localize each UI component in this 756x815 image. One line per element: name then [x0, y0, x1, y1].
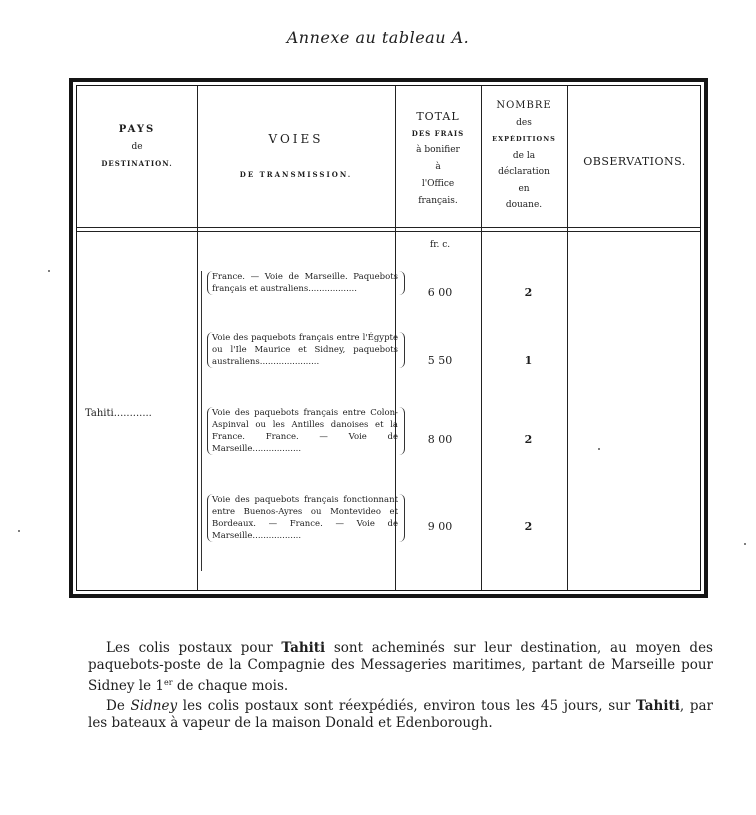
fee-row-3: 8 00 [427, 433, 453, 446]
header-total-bonifier: à bonifier [416, 145, 460, 155]
table-inner-border [76, 85, 701, 591]
route-text: France. — Voie de Marseille. Paquebots français et australiens.................. [212, 272, 398, 294]
header-observations [567, 154, 702, 171]
header-pays-de: de [131, 142, 143, 152]
header-nombre-title: NOMBRE [496, 100, 552, 111]
note-text: les colis postaux sont réexpédiés, environ tous les 45 jours, sur [177, 698, 637, 714]
scan-speck [18, 530, 20, 532]
expeditions-row-4: 2 [524, 520, 533, 533]
header-pays-destination: DESTINATION. [101, 158, 173, 168]
note-text: sont acheminés sur leur destination, au moyen des paquebots-poste de la Compagnie des Messageries maritimes, partant de Marseille pour Sidney le 1 [88, 640, 713, 694]
header-nombre-declaration: déclaration [498, 167, 550, 177]
header-total [395, 108, 481, 210]
customs-table [69, 78, 708, 598]
header-nombre [481, 98, 567, 214]
route-text: Voie des paquebots français entre l'Égypte ou l'Ile Maurice et Sidney, paquebots australiens...................... [212, 333, 398, 367]
header-nombre-douane: douane. [505, 200, 543, 210]
note-text: Les colis postaux pour [106, 640, 282, 656]
expeditions-row-2: 1 [524, 354, 533, 367]
header-nombre-en: en [518, 183, 530, 194]
header-nombre-des: des [516, 117, 532, 128]
scan-speck [48, 270, 50, 272]
scan-speck [744, 543, 746, 545]
header-voies [197, 130, 395, 181]
header-voies-subtitle: DE TRANSMISSION. [239, 170, 353, 179]
header-rule [77, 231, 700, 232]
expeditions-row-1: 2 [524, 286, 533, 299]
table-caption: Annexe au tableau A. [286, 28, 470, 47]
scan-speck [598, 448, 600, 450]
header-voies-title: VOIES [268, 132, 324, 146]
header-observations-title: OBSERVATIONS. [583, 155, 686, 168]
note-text: , par les bateaux à vapeur de la maison Donald et Edenborough. [88, 698, 714, 731]
note-text: De [106, 698, 131, 714]
expeditions-row-3: 2 [524, 433, 533, 446]
route-row-4 [207, 494, 405, 542]
note-text: de chaque mois. [172, 678, 289, 694]
header-total-a: à [435, 162, 441, 172]
header-nombre-dela: de la [512, 150, 536, 161]
fee-row-2: 5 50 [427, 354, 453, 367]
note-paragraph-1 [88, 640, 713, 695]
fee-row-4: 9 00 [427, 520, 453, 533]
note-place-bold: Tahiti [281, 640, 326, 656]
route-text: Voie des paquebots français fonctionnant entre Buenos-Ayres ou Montevideo et Bordeaux. — France. — Voie de Marseille.................. [212, 495, 398, 541]
header-pays [77, 122, 197, 169]
note-place-bold: Tahiti [636, 698, 680, 714]
header-total-title: TOTAL [416, 110, 460, 123]
header-total-office: l'Office [421, 179, 455, 189]
fee-row-1: 6 00 [427, 286, 453, 299]
note-superscript: er [164, 678, 173, 687]
header-total-frais: DES FRAIS [411, 129, 465, 138]
fee-units: fr. c. [429, 240, 451, 250]
route-row-1 [207, 271, 405, 295]
route-text: Voie des paquebots français entre Colon-Aspinval ou les Antilles danoises et la France. France. — Voie de Marseille.................. [212, 408, 398, 454]
route-row-3 [207, 407, 405, 455]
notes-block [88, 640, 713, 735]
header-pays-title: PAYS [118, 124, 156, 135]
note-paragraph-2 [88, 698, 713, 732]
route-row-2 [207, 332, 405, 368]
header-nombre-expeditions: EXPÉDITIONS [492, 135, 556, 143]
destination-tahiti: Tahiti............ [85, 408, 152, 419]
header-rule [77, 227, 700, 228]
note-place-italic: Sidney [130, 698, 178, 714]
header-total-francais: français. [418, 196, 458, 206]
brace-line [201, 271, 202, 571]
